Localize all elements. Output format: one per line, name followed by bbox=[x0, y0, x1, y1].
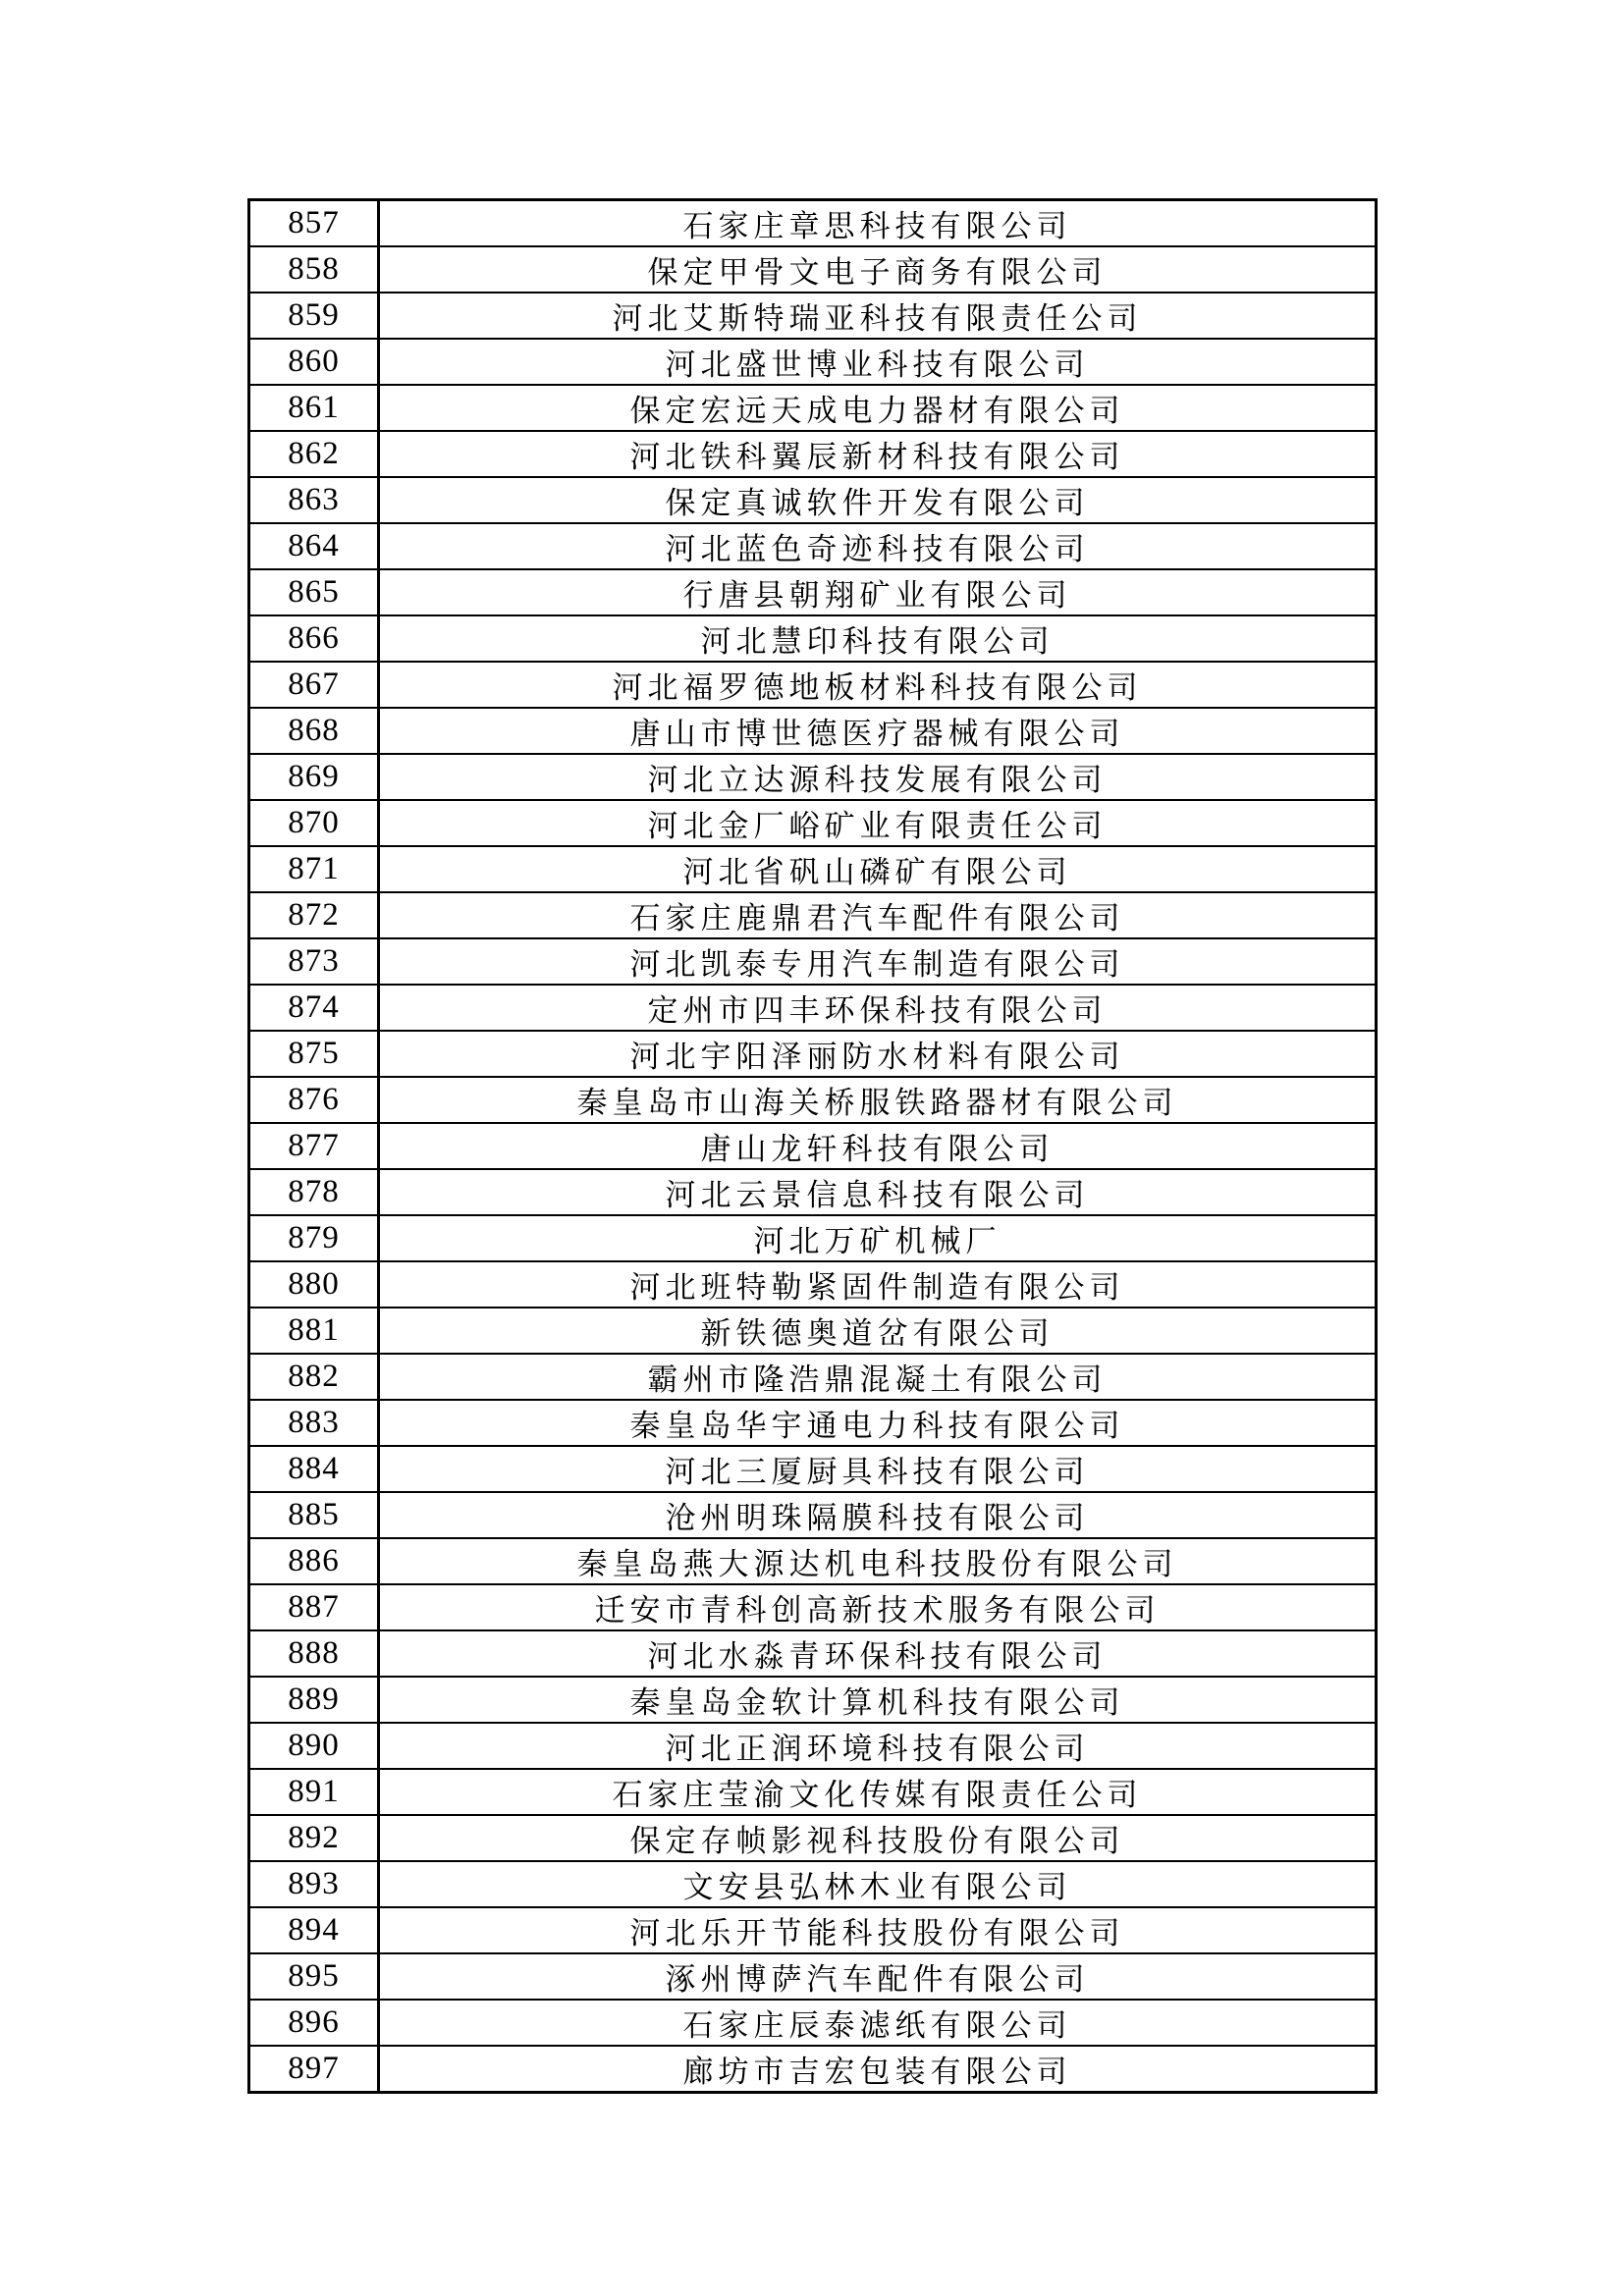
company-name: 保定存帧影视科技股份有限公司 bbox=[379, 1815, 1377, 1861]
company-name: 河北铁科翼辰新材科技有限公司 bbox=[379, 431, 1377, 477]
company-name: 霸州市隆浩鼎混凝土有限公司 bbox=[379, 1354, 1377, 1400]
row-number: 875 bbox=[249, 1031, 379, 1077]
company-name: 河北盛世博业科技有限公司 bbox=[379, 339, 1377, 385]
table-row bbox=[249, 293, 1377, 339]
row-number: 881 bbox=[249, 1308, 379, 1354]
row-number: 884 bbox=[249, 1446, 379, 1492]
table-row bbox=[249, 2000, 1377, 2046]
table-row bbox=[249, 569, 1377, 615]
table-row bbox=[249, 1261, 1377, 1308]
row-number: 891 bbox=[249, 1769, 379, 1815]
row-number: 897 bbox=[249, 2046, 379, 2093]
row-number: 867 bbox=[249, 662, 379, 708]
company-name: 秦皇岛华宇通电力科技有限公司 bbox=[379, 1400, 1377, 1446]
row-number: 887 bbox=[249, 1584, 379, 1630]
row-number: 863 bbox=[249, 477, 379, 523]
company-name: 河北金厂峪矿业有限责任公司 bbox=[379, 800, 1377, 846]
row-number: 883 bbox=[249, 1400, 379, 1446]
company-name: 河北水淼青环保科技有限公司 bbox=[379, 1630, 1377, 1677]
table-row bbox=[249, 1723, 1377, 1769]
company-name: 河北立达源科技发展有限公司 bbox=[379, 754, 1377, 800]
table-row bbox=[249, 846, 1377, 892]
table-row bbox=[249, 2046, 1377, 2093]
table-row bbox=[249, 1630, 1377, 1677]
table-row bbox=[249, 1446, 1377, 1492]
company-name: 石家庄莹渝文化传媒有限责任公司 bbox=[379, 1769, 1377, 1815]
table-row bbox=[249, 985, 1377, 1031]
row-number: 882 bbox=[249, 1354, 379, 1400]
company-name: 河北三厦厨具科技有限公司 bbox=[379, 1446, 1377, 1492]
company-name: 河北万矿机械厂 bbox=[379, 1215, 1377, 1261]
table-row bbox=[249, 385, 1377, 431]
company-name: 保定甲骨文电子商务有限公司 bbox=[379, 246, 1377, 293]
row-number: 864 bbox=[249, 523, 379, 569]
company-name: 涿州博萨汽车配件有限公司 bbox=[379, 1953, 1377, 2000]
company-name: 秦皇岛金软计算机科技有限公司 bbox=[379, 1677, 1377, 1723]
company-name: 新铁德奥道岔有限公司 bbox=[379, 1308, 1377, 1354]
company-name: 秦皇岛市山海关桥服铁路器材有限公司 bbox=[379, 1077, 1377, 1123]
company-name: 河北乐开节能科技股份有限公司 bbox=[379, 1907, 1377, 1953]
row-number: 885 bbox=[249, 1492, 379, 1538]
company-name: 唐山龙轩科技有限公司 bbox=[379, 1123, 1377, 1169]
table-row bbox=[249, 246, 1377, 293]
row-number: 886 bbox=[249, 1538, 379, 1584]
company-name: 河北艾斯特瑞亚科技有限责任公司 bbox=[379, 293, 1377, 339]
table-row bbox=[249, 1538, 1377, 1584]
company-name: 定州市四丰环保科技有限公司 bbox=[379, 985, 1377, 1031]
company-name: 行唐县朝翔矿业有限公司 bbox=[379, 569, 1377, 615]
company-name: 迁安市青科创高新技术服务有限公司 bbox=[379, 1584, 1377, 1630]
table-row bbox=[249, 1123, 1377, 1169]
table-row bbox=[249, 339, 1377, 385]
row-number: 894 bbox=[249, 1907, 379, 1953]
row-number: 869 bbox=[249, 754, 379, 800]
row-number: 880 bbox=[249, 1261, 379, 1308]
row-number: 871 bbox=[249, 846, 379, 892]
row-number: 892 bbox=[249, 1815, 379, 1861]
company-name: 河北正润环境科技有限公司 bbox=[379, 1723, 1377, 1769]
row-number: 890 bbox=[249, 1723, 379, 1769]
table-row bbox=[249, 800, 1377, 846]
row-number: 895 bbox=[249, 1953, 379, 2000]
company-name: 河北蓝色奇迹科技有限公司 bbox=[379, 523, 1377, 569]
company-name: 河北慧印科技有限公司 bbox=[379, 615, 1377, 662]
table-row bbox=[249, 1215, 1377, 1261]
table-row bbox=[249, 1584, 1377, 1630]
row-number: 888 bbox=[249, 1630, 379, 1677]
company-name: 石家庄章思科技有限公司 bbox=[379, 200, 1377, 247]
row-number: 879 bbox=[249, 1215, 379, 1261]
row-number: 872 bbox=[249, 892, 379, 938]
company-name: 河北省矾山磷矿有限公司 bbox=[379, 846, 1377, 892]
company-name: 保定宏远天成电力器材有限公司 bbox=[379, 385, 1377, 431]
company-name: 唐山市博世德医疗器械有限公司 bbox=[379, 708, 1377, 754]
row-number: 877 bbox=[249, 1123, 379, 1169]
row-number: 857 bbox=[249, 200, 379, 247]
row-number: 878 bbox=[249, 1169, 379, 1215]
row-number: 889 bbox=[249, 1677, 379, 1723]
company-name: 保定真诚软件开发有限公司 bbox=[379, 477, 1377, 523]
table-row bbox=[249, 1354, 1377, 1400]
table-row bbox=[249, 1077, 1377, 1123]
row-number: 873 bbox=[249, 938, 379, 985]
table-row bbox=[249, 1400, 1377, 1446]
row-number: 859 bbox=[249, 293, 379, 339]
table-row bbox=[249, 1308, 1377, 1354]
table-row bbox=[249, 892, 1377, 938]
table-row bbox=[249, 200, 1377, 247]
row-number: 874 bbox=[249, 985, 379, 1031]
company-name: 河北凯泰专用汽车制造有限公司 bbox=[379, 938, 1377, 985]
company-name: 河北宇阳泽丽防水材料有限公司 bbox=[379, 1031, 1377, 1077]
company-name: 河北云景信息科技有限公司 bbox=[379, 1169, 1377, 1215]
table-row bbox=[249, 662, 1377, 708]
row-number: 860 bbox=[249, 339, 379, 385]
table-row bbox=[249, 1677, 1377, 1723]
row-number: 865 bbox=[249, 569, 379, 615]
table-row bbox=[249, 431, 1377, 477]
table-row bbox=[249, 615, 1377, 662]
row-number: 870 bbox=[249, 800, 379, 846]
company-name: 沧州明珠隔膜科技有限公司 bbox=[379, 1492, 1377, 1538]
table-row bbox=[249, 708, 1377, 754]
company-table bbox=[247, 198, 1378, 2094]
company-name: 石家庄辰泰滤纸有限公司 bbox=[379, 2000, 1377, 2046]
row-number: 896 bbox=[249, 2000, 379, 2046]
table-row bbox=[249, 1031, 1377, 1077]
table-row bbox=[249, 1953, 1377, 2000]
company-name: 河北福罗德地板材料科技有限公司 bbox=[379, 662, 1377, 708]
company-name: 廊坊市吉宏包装有限公司 bbox=[379, 2046, 1377, 2093]
table-row bbox=[249, 477, 1377, 523]
table-row bbox=[249, 1169, 1377, 1215]
company-name: 河北班特勒紧固件制造有限公司 bbox=[379, 1261, 1377, 1308]
company-name: 文安县弘林木业有限公司 bbox=[379, 1861, 1377, 1907]
row-number: 858 bbox=[249, 246, 379, 293]
table-row bbox=[249, 523, 1377, 569]
table-row bbox=[249, 1769, 1377, 1815]
company-name: 秦皇岛燕大源达机电科技股份有限公司 bbox=[379, 1538, 1377, 1584]
table-row bbox=[249, 1492, 1377, 1538]
row-number: 866 bbox=[249, 615, 379, 662]
row-number: 893 bbox=[249, 1861, 379, 1907]
table-row bbox=[249, 938, 1377, 985]
table-row bbox=[249, 754, 1377, 800]
row-number: 868 bbox=[249, 708, 379, 754]
table-row bbox=[249, 1815, 1377, 1861]
company-name: 石家庄鹿鼎君汽车配件有限公司 bbox=[379, 892, 1377, 938]
table-row bbox=[249, 1907, 1377, 1953]
table-row bbox=[249, 1861, 1377, 1907]
row-number: 876 bbox=[249, 1077, 379, 1123]
row-number: 862 bbox=[249, 431, 379, 477]
company-table-body bbox=[249, 200, 1377, 2093]
row-number: 861 bbox=[249, 385, 379, 431]
